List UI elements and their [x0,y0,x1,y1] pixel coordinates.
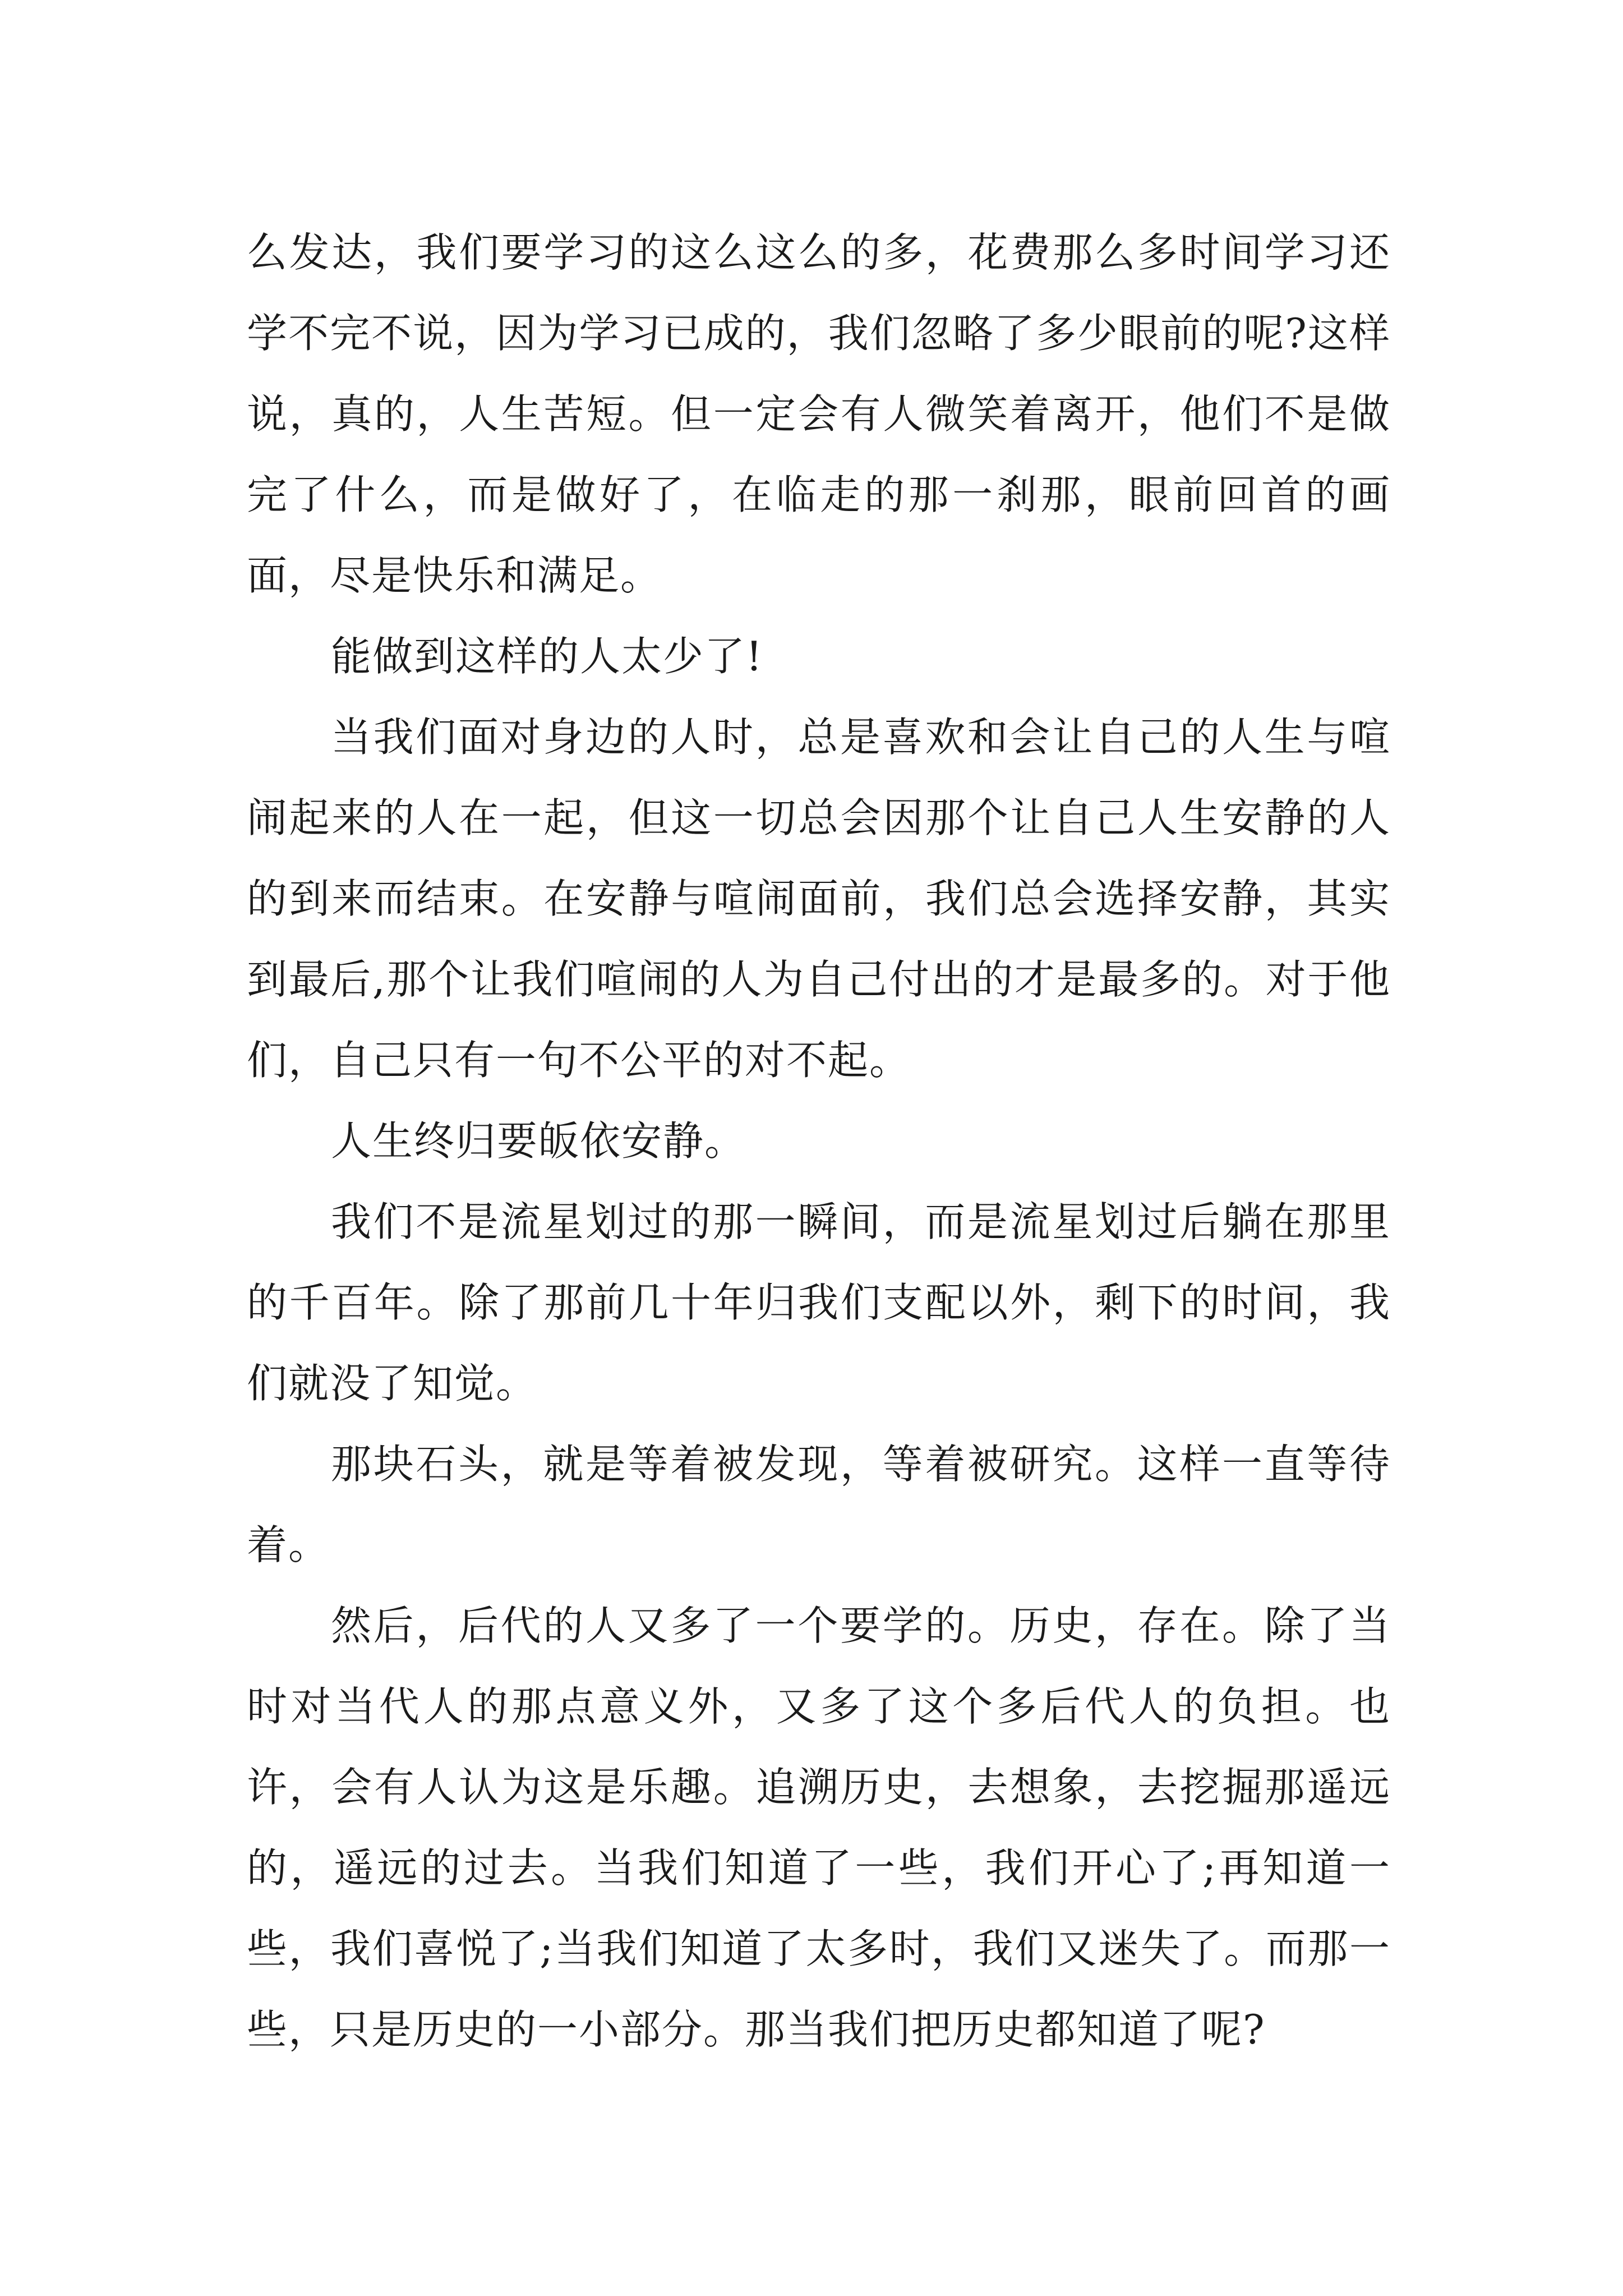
paragraph-3: 当我们面对身边的人时，总是喜欢和会让自己的人生与喧闹起来的人在一起，但这一切总会因那个让自己人生安静的人的到来而结束。在安静与喧闹面前，我们总会选择安静，其实到最后,那个让我们喧闹的人为自己付出的才是最多的。对于他们，自己只有一句不公平的对不起。 [247,714,1391,1084]
paragraph-6: 那块石头，就是等着被发现，等着被研究。这样一直等待着。 [247,1441,1391,1568]
body-text [247,212,1391,2070]
paragraph-2: 能做到这样的人太少了! [331,633,763,680]
paragraph-5: 我们不是流星划过的那一瞬间，而是流星划过后躺在那里的千百年。除了那前几十年归我们支配以外，剩下的时间，我们就没了知觉。 [247,1198,1391,1407]
paragraph-7: 然后，后代的人又多了一个要学的。历史，存在。除了当时对当代人的那点意义外，又多了这个多后代人的负担。也许，会有人认为这是乐趣。追溯历史，去想象，去挖掘那遥远的，遥远的过去。当我们知道了一些，我们开心了;再知道一些，我们喜悦了;当我们知道了太多时，我们又迷失了。而那一些，只是历史的一小部分。那当我们把历史都知道了呢? [247,1602,1391,2053]
paragraph-1: 么发达，我们要学习的这么这么的多，花费那么多时间学习还学不完不说，因为学习已成的，我们忽略了多少眼前的呢?这样说，真的，人生苦短。但一定会有人微笑着离开，他们不是做完了什么，而是做好了，在临走的那一刹那，眼前回首的画面，尽是快乐和满足。 [247,229,1391,599]
paragraph-4: 人生终归要皈依安静。 [331,1117,746,1165]
